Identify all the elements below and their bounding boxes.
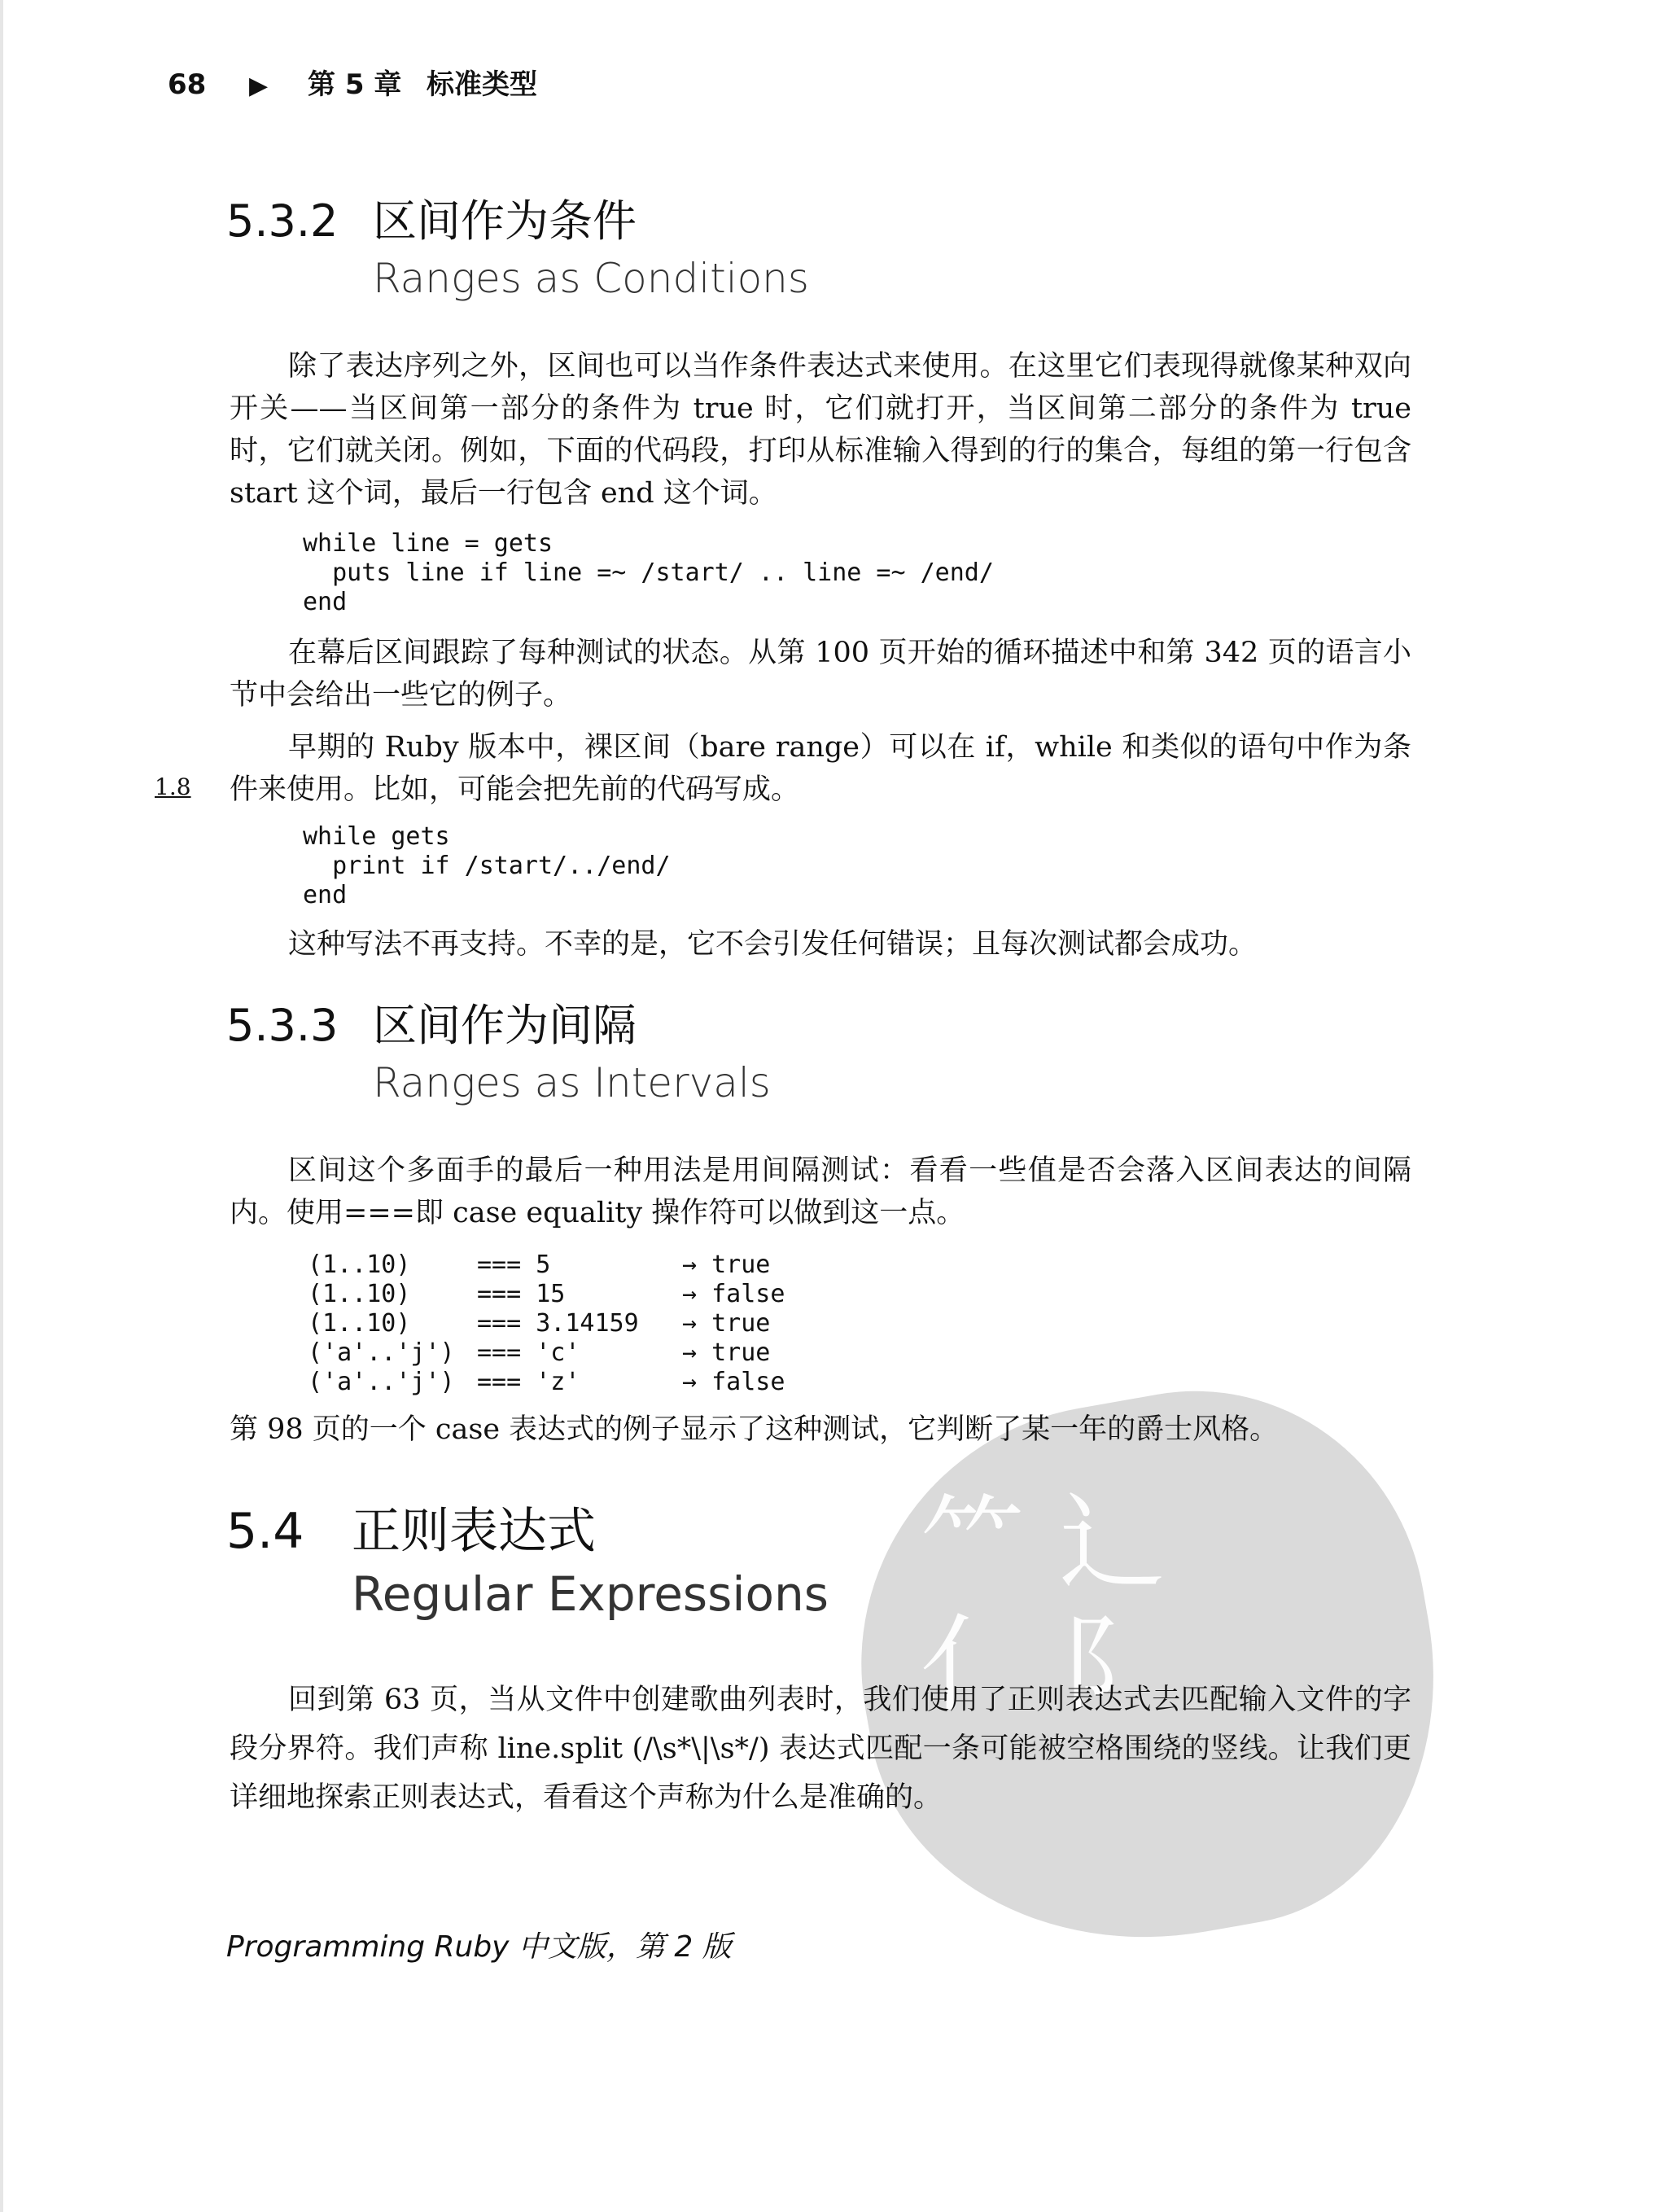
paragraph-ranges-conditions-intro: 除了表达序列之外，区间也可以当作条件表达式来使用。在这里它们表现得就像某种双向开关——当区间第一部分的条件为 true 时，它们就打开，当区间第二部分的条件为 true 时，它们就关闭。例如，下面的代码段，打印从标准输入得到的行的集合，每组的第一行包含 start 这个词，最后一行包含 end 这个词。 [230, 350, 1411, 510]
table-row [308, 1309, 877, 1338]
table-row [308, 1368, 877, 1397]
range-test-table [308, 1251, 877, 1397]
code-block-while-gets: while gets print if /start/../end/ end [303, 822, 671, 909]
watermark-seal-glyphs: ⺮ ⻌ ⺅ ⻖ [920, 1481, 1166, 1727]
code-block-while-line: while line = gets puts line if line =~ /start/ .. line =~ /end/ end [303, 529, 994, 616]
paragraph-no-longer-supported: 这种写法不再支持。不幸的是，它不会引发任何错误；且每次测试都会成功。 [288, 928, 1258, 961]
paragraph-regex-intro: 回到第 63 页，当从文件中创建歌曲列表时，我们使用了正则表达式去匹配输入文件的字段分界符。我们声称 line.split (/\s*\|\s*/) 表达式匹配一条可能被空格围绕的竖线。让我们更详细地探索正则表达式，看看这个声称为什么是准确的。 [230, 1684, 1411, 1814]
paragraph-case-example: 第 98 页的一个 case 表达式的例子显示了这种测试，它判断了某一年的爵士风格。 [230, 1413, 1279, 1446]
range-result: → true [682, 1309, 771, 1338]
range-expr: ('a'..'j') [308, 1338, 455, 1367]
header-triangle-icon: ▶ [249, 72, 269, 100]
margin-version-note: 1.8 [155, 773, 191, 800]
range-expr: (1..10) [308, 1280, 411, 1308]
range-expr: (1..10) [308, 1309, 411, 1338]
paragraph-ranges-intervals-intro: 区间这个多面手的最后一种用法是用间隔测试：看看一些值是否会落入区间表达的间隔内。使用===即 case equality 操作符可以做到这一点。 [230, 1154, 1411, 1229]
chapter-label: 第 5 章 [308, 68, 402, 101]
section-number-5-4: 5.4 [226, 1503, 304, 1560]
section-title-zh-5-3-2: 区间作为条件 [373, 195, 637, 247]
paragraph-bare-range: 早期的 Ruby 版本中，裸区间（bare range）可以在 if，while 和类似的语句中作为条件来使用。比如，可能会把先前的代码写成。 [230, 731, 1411, 806]
range-result: → true [682, 1251, 771, 1279]
table-row [308, 1251, 877, 1280]
table-row [308, 1280, 877, 1309]
section-title-zh-5-4: 正则表达式 [352, 1503, 596, 1560]
range-expr: (1..10) [308, 1251, 411, 1279]
range-test: === 'z' [477, 1368, 580, 1396]
range-test: === 5 [477, 1251, 551, 1279]
range-result: → false [682, 1368, 785, 1396]
section-title-zh-5-3-3: 区间作为间隔 [373, 1000, 637, 1051]
book-title-footer: Programming Ruby 中文版，第 2 版 [226, 1930, 732, 1964]
page-number: 68 [168, 68, 207, 101]
table-row [308, 1338, 877, 1368]
range-test: === 3.14159 [477, 1309, 639, 1338]
section-number-5-3-3: 5.3.3 [226, 1000, 339, 1051]
scan-edge [0, 0, 3, 2212]
chapter-title: 标准类型 [427, 68, 537, 101]
range-expr: ('a'..'j') [308, 1368, 455, 1396]
section-title-en-5-4: Regular Expressions [352, 1566, 829, 1622]
section-number-5-3-2: 5.3.2 [226, 195, 339, 247]
range-result: → false [682, 1280, 785, 1308]
section-title-en-5-3-3: Ranges as Intervals [373, 1059, 771, 1106]
range-test: === 15 [477, 1280, 566, 1308]
range-test: === 'c' [477, 1338, 580, 1367]
section-title-en-5-3-2: Ranges as Conditions [373, 255, 809, 302]
paragraph-behind-scenes: 在幕后区间跟踪了每种测试的状态。从第 100 页开始的循环描述中和第 342 页的语言小节中会给出一些它的例子。 [230, 637, 1411, 712]
range-result: → true [682, 1338, 771, 1367]
